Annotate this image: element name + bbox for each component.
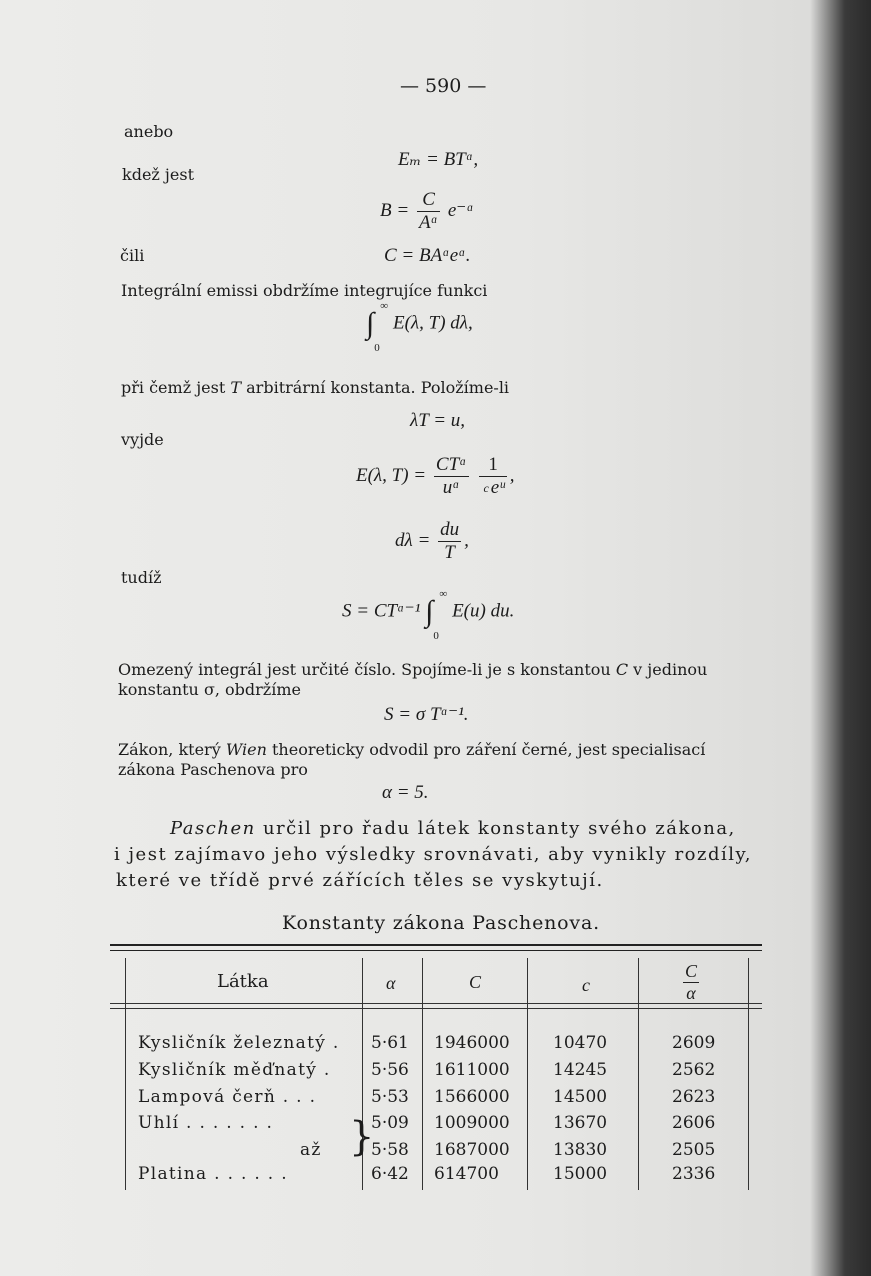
table-cell-c: 10470 [553, 1033, 608, 1053]
table-cell-alpha: 6·42 [371, 1164, 409, 1184]
text-paschen-1 [170, 818, 736, 839]
header-c: c [582, 975, 590, 995]
text-arbitrary-a: při čemž jest [121, 378, 226, 397]
formula-e-frac2 [479, 455, 506, 499]
table-cell-c: 13830 [553, 1140, 608, 1160]
table-col-rule [638, 958, 639, 1190]
formula-dl-frac [438, 520, 461, 564]
header-latka: Látka [217, 971, 269, 992]
limit-top-2: ∞ [439, 588, 448, 600]
integral-sign: ∫ [366, 307, 375, 340]
formula-b-fraction [417, 190, 440, 234]
text-arbitrary-T: T [230, 378, 242, 397]
table-cell-c: 14500 [553, 1087, 608, 1107]
table-cell-alpha: 5·09 [371, 1113, 409, 1133]
table-cell-name: Platina . . . . . . [138, 1164, 288, 1184]
header-ratio [680, 962, 702, 1003]
table-title: Konstanty zákona Paschenova. [282, 912, 600, 934]
limit-bottom-2: 0 [433, 630, 439, 642]
text-omezeny-C: C [615, 660, 629, 679]
label-cili: čili [120, 246, 145, 265]
text-arbitrary [121, 378, 509, 397]
table-cell-ratio: 2562 [672, 1060, 716, 1080]
formula-s-lhs: S = CTᵅ⁻¹ [342, 600, 421, 622]
formula-s-body: E(u) du. [452, 600, 515, 622]
formula-c: C = BAᵅeᵅ. [384, 245, 471, 266]
table-top-rule [110, 944, 762, 951]
table-cell-ratio: 2623 [672, 1087, 716, 1107]
text-paschen-3: které ve třídě prvé zářících těles se vyskytují. [116, 870, 604, 891]
formula-s-sigma: S = σ Tᵅ⁻¹. [384, 704, 469, 725]
text-integral-intro: Integrální emissi obdržíme integrujíce funkci [121, 281, 488, 300]
text-paschen-name: Paschen [170, 818, 256, 839]
integral-limits [374, 300, 389, 354]
table-cell-alpha: 5·58 [371, 1140, 409, 1160]
table-cell-C: 1009000 [434, 1113, 510, 1133]
table-cell-c: 15000 [553, 1164, 608, 1184]
table-cell-c: 14245 [553, 1060, 608, 1080]
header-C: C [469, 972, 482, 992]
text-zakon-1b: theoreticky odvodil pro záření černé, jest specialisací [272, 740, 706, 759]
table-cell-name: Kysličník měďnatý . [138, 1060, 331, 1080]
text-zakon-wien: Wien [225, 740, 267, 759]
table-col-rule [527, 958, 528, 1190]
formula-e-den2 [479, 476, 506, 499]
formula-em: Eₘ = BTᵅ, [398, 149, 479, 170]
formula-b-lhs: B = [380, 200, 410, 222]
table-cell-name: Uhlí . . . . . . . [138, 1113, 274, 1133]
header-ratio-den: α [683, 982, 699, 1004]
formula-e-frac1 [434, 455, 469, 499]
formula-b-num: C [422, 189, 435, 210]
formula-dl: dλ = $\frac{du}{T}$ , [395, 519, 469, 563]
integral-limits-2 [433, 588, 448, 642]
text-paschen-2: i jest zajímavo jeho výsledky srovnávati, aby vynikly rozdíly, [114, 844, 753, 865]
table-col-rule [748, 958, 749, 1190]
formula-dl-num: du [440, 519, 460, 540]
text-omezeny-1b: v jedinou [633, 660, 708, 679]
text-omezeny-1 [118, 660, 707, 679]
table-cell-C: 614700 [434, 1164, 499, 1184]
formula-integral [366, 300, 473, 354]
header-alpha: α [386, 973, 396, 993]
table-header-rule [110, 1003, 762, 1009]
table-cell-c: 13670 [553, 1113, 608, 1133]
formula-e-den: uᵅ [434, 476, 469, 499]
table-cell-name: až [300, 1140, 322, 1160]
table-cell-alpha: 5·53 [371, 1087, 409, 1107]
integral-body: E(λ, T) dλ, [392, 312, 473, 334]
label-kdez: kdež jest [122, 165, 194, 184]
table-col-rule [422, 958, 423, 1190]
text-paschen-1a: určil pro řadu látek konstanty svého zákona, [262, 818, 736, 839]
table-cell-ratio: 2505 [672, 1140, 716, 1160]
header-ratio-num: C [685, 961, 698, 981]
brace-icon: } [349, 1114, 375, 1160]
table-col-rule [125, 958, 126, 1190]
formula-alpha5: α = 5. [382, 782, 429, 803]
table-cell-C: 1946000 [434, 1033, 510, 1053]
table-cell-ratio: 2606 [672, 1113, 716, 1133]
formula-dl-lhs: dλ = [395, 530, 431, 552]
formula-b-tail: e⁻ᵅ [447, 200, 474, 222]
formula-e-num: CTᵅ [435, 454, 467, 475]
formula-e-eu: eᵘ [490, 476, 505, 498]
formula-e-exp [481, 482, 490, 495]
table-cell-ratio: 2336 [672, 1164, 716, 1184]
formula-b [380, 190, 474, 234]
formula-dl-den: T [438, 541, 461, 564]
label-anebo: anebo [124, 122, 174, 141]
table-cell-name: Kysličník železnatý . [138, 1033, 340, 1053]
integral-sign-2: ∫ [425, 595, 434, 628]
text-zakon-2: zákona Paschenova pro [118, 760, 308, 779]
text-zakon-1a: Zákon, který [118, 740, 221, 759]
formula-s [342, 588, 515, 642]
text-omezeny-2: konstantu σ, obdržíme [118, 680, 301, 699]
formula-b-den: Aᵅ [418, 211, 439, 233]
text-arbitrary-rest: arbitrární konstanta. Položíme-li [246, 378, 510, 397]
formula-e: E(λ, T) = $\frac{\text{CTᵅ}}{\text{uᵅ}}$ 1 c eᵘ , [356, 454, 515, 498]
exp-num: c [483, 480, 489, 495]
formula-e-lhs: E(λ, T) = [356, 465, 427, 487]
limit-top: ∞ [380, 300, 389, 312]
table-cell-alpha: 5·56 [371, 1060, 409, 1080]
table-cell-C: 1566000 [434, 1087, 510, 1107]
formula-lt: λT = u, [410, 410, 466, 431]
table-cell-alpha: 5·61 [371, 1033, 409, 1053]
formula-e-num2: 1 [488, 454, 498, 475]
header-ratio-frac [683, 962, 699, 1003]
text-zakon-1 [118, 740, 705, 759]
table-cell-name: Lampová čerň . . . [138, 1087, 317, 1107]
label-tudiz: tudíž [121, 568, 162, 587]
label-vyjde: vyjde [121, 430, 164, 449]
table-cell-C: 1687000 [434, 1140, 510, 1160]
text-omezeny-1a: Omezený integrál jest určité číslo. Spojíme-li je s konstantou [118, 660, 611, 679]
table-cell-ratio: 2609 [672, 1033, 716, 1053]
page-number: — 590 — [400, 75, 487, 97]
limit-bottom: 0 [374, 342, 380, 354]
table-cell-C: 1611000 [434, 1060, 510, 1080]
